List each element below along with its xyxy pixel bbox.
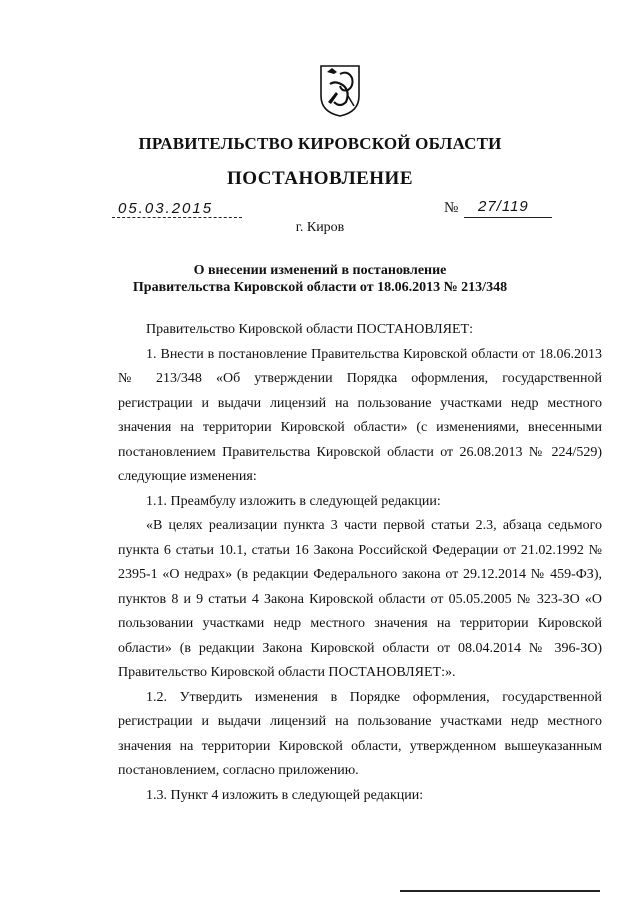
paragraph-1: 1. Внести в постановление Правительства Кировской области от 18.06.2013 № 213/348 «Об утверждении Порядка оформления, государственной регистрации и выдачи лицензий на пользование участками недр местного значения на территории Кировской области» (с изменениями, внесенными постановлением Правительства Кировской области от 26.08.2013 № 224/529) следующие изменения:: [118, 346, 602, 484]
subject-line-2: Правительства Кировской области от 18.06.2013 № 213/348: [132, 280, 508, 295]
paragraph-preamble: Правительство Кировской области ПОСТАНОВЛЯЕТ:: [146, 322, 473, 337]
date-underline: [112, 217, 242, 218]
coat-of-arms-icon: [318, 62, 362, 118]
document-type-title: ПОСТАНОВЛЕНИЕ: [226, 168, 414, 189]
number-underline: [464, 217, 552, 218]
number-label: №: [444, 200, 459, 216]
subject-line-1: О внесении изменений в постановление: [193, 263, 447, 278]
footer-rule: [400, 890, 600, 892]
paragraph-preamble-text: «В целях реализации пункта 3 части первой статьи 2.3, абзаца седьмого пункта 6 статьи 10.1, статьи 16 Закона Российской Федерации от 21.02.1992 № 2395-1 «О недрах» (в редакции Федерального закона от 29.12.2014 № 459-ФЗ), пунктов 8 и 9 статьи 4 Закона Кировской области от 05.05.2005 № 323-ЗО «О пользовании участками недр местного значения на территории Кировской области» (в редакции Закона Кировской области от 08.04.2014 № 396-ЗО) Правительство Кировской области ПОСТАНОВЛЯЕТ:».: [118, 518, 602, 680]
city: г. Киров: [295, 220, 345, 235]
paragraph-1-3: 1.3. Пункт 4 изложить в следующей редакции:: [146, 787, 424, 803]
paragraph-1-2: 1.2. Утвердить изменения в Порядке оформления, государственной регистрации и выдачи лицензий на пользование участками недр местного значения на территории Кировской области, утвержденном вышеуказанным постановлением, согласно приложению.: [118, 689, 602, 778]
document-body: [118, 318, 602, 808]
document-subject: [0, 262, 640, 296]
government-title: ПРАВИТЕЛЬСТВО КИРОВСКОЙ ОБЛАСТИ: [138, 134, 502, 153]
decree-number: 27/119: [478, 198, 529, 215]
paragraph-1-1: 1.1. Преамбулу изложить в следующей редакции:: [146, 493, 441, 509]
decree-date: 05.03.2015: [118, 200, 214, 217]
